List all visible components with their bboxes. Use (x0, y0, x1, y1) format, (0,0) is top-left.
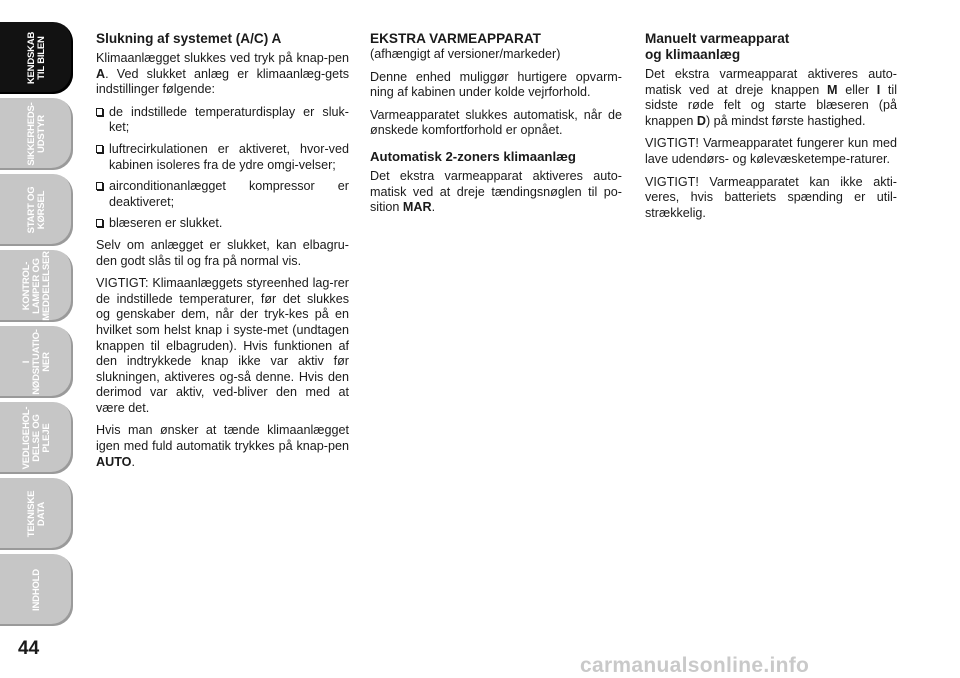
tab-kendskab-til-bilen[interactable] (0, 22, 73, 94)
section-subheading: (afhængigt af versioner/markeder) (370, 47, 561, 61)
text: Det ekstra varmeapparat aktiveres auto-matisk ved at dreje knappen (645, 67, 897, 97)
heading-line: og klimaanlæg (645, 47, 741, 62)
section-heading (645, 31, 897, 63)
text: . Ved slukket anlæg er klimaanlæg-gets indstillinger følgende: (96, 66, 349, 97)
text: til sidste røde felt og starte blæseren (på knappen (645, 82, 898, 128)
list-item-text: airconditionanlægget kompressor er deaktiveret; (109, 179, 349, 209)
tab-kontrollamper[interactable] (0, 250, 73, 322)
list-item (96, 142, 349, 173)
paragraph: Denne enhed muliggør hurtigere opvarm-ning af kabinen under kolde vejrforhold. (370, 69, 622, 100)
paragraph (645, 67, 897, 129)
checkbox-bullet-icon (96, 145, 103, 153)
text: ) på mindst første hastighed. (705, 113, 866, 128)
paragraph (370, 169, 622, 216)
tab-label: I NØDSITUATIO- NER (20, 329, 52, 395)
list-item-text: luftrecirkulationen er aktiveret, hvor-ved kabinen isoleres fra de ydre omgi-velser; (109, 141, 349, 172)
text: Klimaanlægget slukkes ved tryk på knap-pen (96, 51, 349, 65)
paragraph: VIGTIGT! Varmeapparatet kan ikke akti-veres, hvis batteriets spænding er util-strækkelig. (645, 174, 897, 220)
text: Hvis man ønsker at tænde klimaanlægget igen med fuld automatik trykkes på knap-pen (96, 423, 349, 454)
paragraph (96, 51, 349, 98)
paragraph: Varmeapparatet slukkes automatisk, når de ønskede komfortforhold er opnået. (370, 107, 622, 138)
tab-label: TEKNISKE DATA (25, 490, 47, 538)
tab-nodsituationer[interactable] (0, 326, 73, 398)
text: Det ekstra varmeapparat aktiveres auto-matisk ved at dreje tændingsnøglen til po-sition (370, 168, 622, 215)
column-1 (96, 31, 349, 477)
list-item (96, 216, 349, 232)
tab-label: KENDSKAB TIL BILEN (25, 31, 47, 85)
tab-indhold[interactable] (0, 554, 73, 626)
column-3 (645, 31, 897, 228)
tab-label: INDHOLD (30, 569, 42, 611)
tab-vedligeholdelse[interactable] (0, 402, 73, 474)
list-item-text: de indstillede temperaturdisplay er sluk-ket; (109, 104, 349, 135)
paragraph: VIGTIGT! Varmeapparatet fungerer kun med lave udendørs- og kølevæsketempe-raturer. (645, 136, 897, 166)
button-ref: I (876, 82, 881, 97)
tab-label: START OG KØRSEL (25, 186, 47, 234)
list-item (96, 179, 349, 210)
paragraph (96, 423, 349, 470)
tab-label: SIKKERHEDS- UDSTYR (25, 102, 47, 166)
section-heading: EKSTRA VARMEAPPARAT (370, 31, 541, 46)
column-2 (370, 31, 622, 223)
text: . (431, 200, 436, 215)
position-ref: MAR (402, 200, 432, 215)
settings-list (96, 105, 349, 232)
button-ref: AUTO (96, 454, 132, 469)
checkbox-bullet-icon (96, 182, 103, 190)
text: . (131, 454, 135, 469)
heading-line: Manuelt varmeapparat (645, 31, 790, 46)
button-ref: A (96, 66, 106, 81)
page-number: 44 (18, 638, 40, 659)
tab-start-og-korsel[interactable] (0, 174, 73, 246)
section-heading: Automatisk 2-zoners klimaanlæg (370, 148, 576, 164)
tab-tekniske-data[interactable] (0, 478, 73, 550)
tab-label: VEDLIGEHOL- DELSE OG PLEJE (20, 406, 52, 470)
checkbox-bullet-icon (96, 108, 103, 116)
list-item-text: blæseren er slukket. (109, 216, 223, 231)
tab-label: KONTROL- LAMPER OG MEDDELELSER (20, 251, 52, 321)
text: eller (837, 82, 877, 97)
checkbox-bullet-icon (96, 219, 103, 227)
chapter-tabs (0, 22, 73, 630)
button-ref: D (696, 113, 706, 128)
paragraph: Selv om anlægget er slukket, kan elbagru-den godt slås til og fra på normal vis. (96, 237, 349, 268)
watermark: carmanualsonline.info (580, 654, 810, 677)
button-ref: M (827, 82, 838, 97)
section-heading: Slukning af systemet (A/C) A (96, 31, 282, 46)
paragraph: VIGTIGT: Klimaanlæggets styreenhed lag-rer de indstillede temperaturer, før det slukkes og genskaber dem, når der tryk-kes på en hvilket som helst knap i syste-met (undtagen knappen til elbagruden). Hvis funktionen af den indtrykkede knap ikke var aktiv før slukningen, aktiveres og-så denne. Hvis den derimod var aktiv, ved-bliver den med at være det. (96, 276, 349, 415)
tab-sikkerhedsudstyr[interactable] (0, 98, 73, 170)
list-item (96, 105, 349, 136)
